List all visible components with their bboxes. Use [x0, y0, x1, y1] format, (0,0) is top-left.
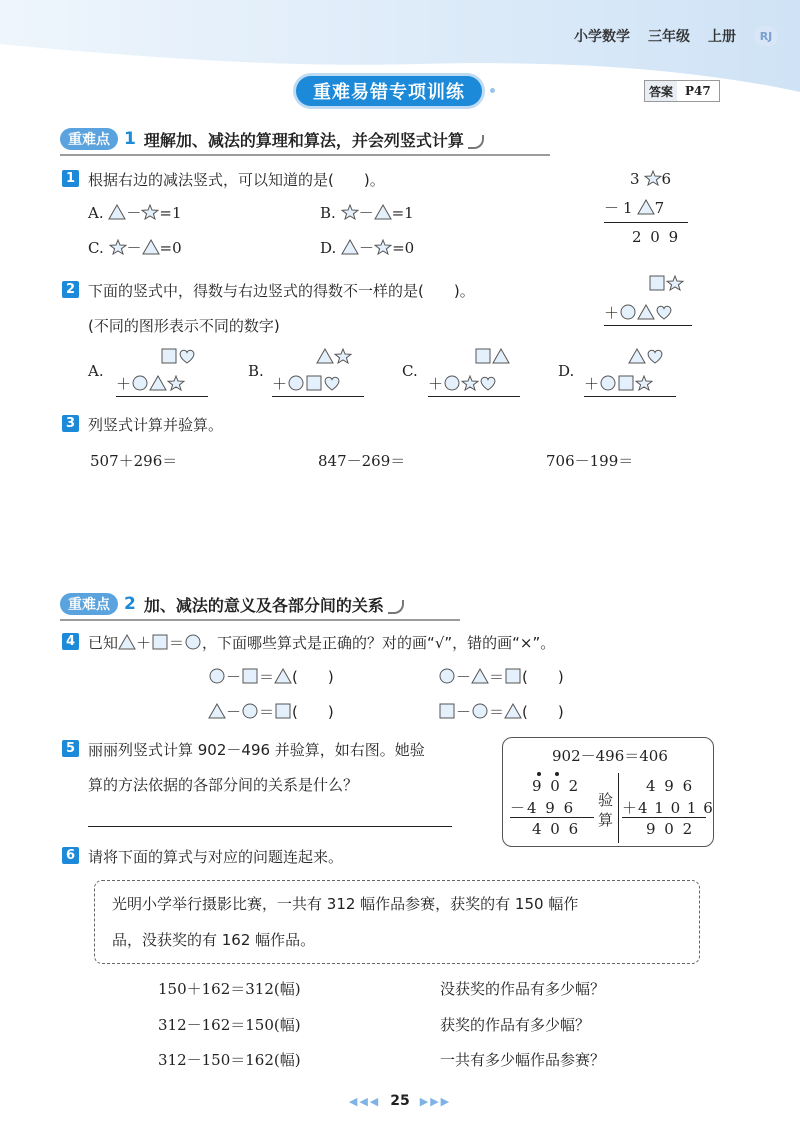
q5-add-mid: ＋4 1 0 1 6 — [622, 799, 714, 817]
q2-option-c-label[interactable]: C. — [402, 362, 418, 380]
q5-sub-result: 4 0 6 — [532, 820, 581, 838]
key-point-pill: 重难点 — [60, 128, 118, 150]
heart-icon — [178, 348, 196, 364]
q1-option-c[interactable]: C. － =0 — [88, 239, 182, 257]
star-icon — [374, 239, 392, 255]
question-number-5: 5 — [62, 740, 79, 757]
star-icon — [341, 204, 359, 220]
triangle-icon — [108, 204, 126, 220]
answer-reference — [644, 80, 720, 102]
q1-option-a[interactable]: A. － =1 — [88, 204, 182, 222]
triangle-icon — [316, 348, 334, 364]
right-arrows-icon: ▶▶▶ — [419, 1094, 452, 1108]
heart-icon — [479, 375, 497, 391]
vertical-rule — [584, 396, 676, 397]
square-icon — [160, 348, 178, 364]
question-number-2: 2 — [62, 281, 79, 298]
triangle-icon — [274, 668, 292, 684]
digit: 3 — [630, 170, 644, 188]
question-number-3: 3 — [62, 415, 79, 432]
plus-sign: ＋ — [116, 375, 132, 393]
circle-icon — [619, 304, 637, 320]
option-label: A. — [88, 204, 104, 222]
q2-option-d-top — [628, 347, 664, 366]
q1-vertical-mid — [604, 197, 668, 218]
grade-label: 三年级 — [648, 29, 690, 45]
q4-item-4[interactable]: － ＝ ( ) — [438, 701, 564, 722]
square-icon — [151, 634, 169, 650]
key-point-title: 加、减法的意义及各部分间的关系 — [143, 595, 384, 615]
answer-paren: ( ) — [522, 703, 564, 721]
q2-option-c-bottom — [428, 373, 497, 394]
triangle-icon — [637, 199, 655, 215]
option-label: D. — [320, 239, 337, 257]
q5-line-2: 算的方法依据的各部分间的关系是什么？ — [88, 776, 359, 794]
q4-item-1[interactable]: － ＝ ( ) — [208, 666, 334, 687]
star-icon — [644, 170, 662, 186]
question-number-4: 4 — [62, 633, 79, 650]
q5-sub-top: 9 0 2 — [532, 777, 581, 795]
q3-expr-1: 507＋296＝ — [90, 452, 178, 470]
subject-label: 小学数学 — [574, 29, 630, 45]
triangle-icon — [118, 634, 136, 650]
triangle-icon — [504, 703, 522, 719]
star-icon — [666, 275, 684, 291]
q1-vertical-result: 2 0 9 — [632, 228, 681, 246]
q6-story-line-2: 品，没获奖的有 162 幅作品。 — [112, 931, 316, 949]
key-point-underline — [60, 619, 460, 621]
borrow-dot — [555, 772, 559, 776]
q2-option-d-label[interactable]: D. — [558, 362, 575, 380]
q4-stem: 已知 ＋ ＝ ，下面哪些算式是正确的？对的画“√”，错的画“×”。 — [88, 634, 556, 652]
triangle-icon — [628, 348, 646, 364]
circle-icon — [599, 375, 617, 391]
circle-icon — [438, 668, 456, 684]
page-title: 重难易错专项训练 — [296, 76, 482, 106]
q6-story-line-1: 光明小学举行摄影比赛，一共有 312 幅作品参赛，获奖的有 150 幅作 — [112, 895, 579, 913]
triangle-icon — [149, 375, 167, 391]
square-icon — [648, 275, 666, 291]
q5-verify-char-2: 算 — [598, 811, 614, 829]
q2-stem: 下面的竖式中，得数与右边竖式的得数不一样的是( )。 — [88, 282, 475, 300]
circle-icon — [287, 375, 305, 391]
key-point-number: 2 — [124, 594, 136, 614]
vertical-rule — [604, 222, 688, 223]
plus-sign: ＋ — [604, 304, 620, 322]
square-icon — [438, 703, 456, 719]
q6-equation-2[interactable]: 312－162＝150(幅) — [158, 1016, 301, 1034]
heart-icon — [646, 348, 664, 364]
star-icon — [167, 375, 185, 391]
square-icon — [474, 348, 492, 364]
q2-option-b-label[interactable]: B. — [248, 362, 264, 380]
plus-sign: ＋ — [272, 375, 288, 393]
vertical-rule — [510, 817, 594, 818]
option-expr: =0 — [159, 239, 182, 257]
star-icon — [635, 375, 653, 391]
stem-prefix: 已知 — [88, 634, 119, 652]
page-footer — [0, 1093, 800, 1109]
answer-page: P47 — [685, 84, 711, 98]
vertical-rule — [428, 396, 520, 397]
edition-badge: RJ — [754, 26, 778, 46]
q3-stem: 列竖式计算并验算。 — [88, 416, 224, 434]
stem-suffix: ，下面哪些算式是正确的？对的画“√”，错的画“×”。 — [202, 634, 556, 652]
title-dot — [490, 88, 495, 93]
key-point-title: 理解加、减法的算理和算法，并会列竖式计算 — [143, 130, 464, 150]
square-icon — [274, 703, 292, 719]
minus-sign: － — [604, 199, 624, 217]
circle-icon — [208, 668, 226, 684]
triangle-icon — [208, 703, 226, 719]
digit: 7 — [654, 199, 669, 217]
q5-verify-char-1: 验 — [598, 791, 614, 809]
plus-sign: ＋ — [584, 375, 600, 393]
square-icon — [617, 375, 635, 391]
square-icon — [305, 375, 323, 391]
key-point-2 — [60, 591, 404, 617]
triangle-icon — [637, 304, 655, 320]
key-point-underline — [60, 154, 550, 156]
q5-add-top: 4 9 6 — [646, 777, 695, 795]
q3-expr-2: 847－269＝ — [318, 452, 406, 470]
answer-paren: ( ) — [522, 668, 564, 686]
q4-item-3[interactable]: － ＝ ( ) — [208, 701, 334, 722]
q2-option-a-bottom — [116, 373, 185, 394]
square-icon — [504, 668, 522, 684]
q5-sub-mid: －4 9 6 — [510, 799, 576, 817]
q1-stem: 根据右边的减法竖式，可以知道的是( )。 — [88, 171, 385, 189]
vertical-rule — [604, 325, 692, 326]
option-label: C. — [88, 239, 104, 257]
q5-box-equation: 902－496＝406 — [552, 747, 668, 765]
q6-stem: 请将下面的算式与对应的问题连起来。 — [88, 848, 344, 866]
q1-vertical-top — [630, 170, 675, 188]
answer-blank-line[interactable] — [88, 826, 452, 827]
option-expr: =0 — [392, 239, 415, 257]
q2-option-d-bottom — [584, 373, 653, 394]
circle-icon — [241, 703, 259, 719]
page-header — [574, 26, 778, 46]
q2-option-b-top — [316, 347, 352, 366]
triangle-icon — [374, 204, 392, 220]
verify-divider — [618, 773, 619, 843]
key-point-pill: 重难点 — [60, 593, 118, 615]
volume-label: 上册 — [708, 29, 736, 45]
option-expr: =1 — [391, 204, 414, 222]
triangle-icon — [471, 668, 489, 684]
q6-equation-1[interactable]: 150＋162＝312(幅) — [158, 980, 301, 998]
star-icon — [109, 239, 127, 255]
q2-ref-mid — [604, 302, 673, 323]
q6-question-1[interactable]: 没获奖的作品有多少幅？ — [440, 980, 606, 998]
option-expr: =1 — [159, 204, 182, 222]
key-point-number: 1 — [124, 129, 136, 149]
star-icon — [141, 204, 159, 220]
key-point-1 — [60, 126, 484, 152]
circle-icon — [471, 703, 489, 719]
vertical-rule — [272, 396, 364, 397]
answer-label: 答案 — [645, 81, 677, 101]
triangle-icon — [341, 239, 359, 255]
q1-option-d[interactable]: D. － =0 — [320, 239, 415, 257]
q6-equation-3[interactable]: 312－150＝162(幅) — [158, 1051, 301, 1069]
q5-line-1: 丽丽列竖式计算 902－496 并验算，如右图。她验 — [88, 741, 425, 759]
q6-question-2[interactable]: 获奖的作品有多少幅？ — [440, 1016, 591, 1034]
curl-icon — [388, 600, 404, 614]
digit: 1 — [623, 199, 637, 217]
star-icon — [461, 375, 479, 391]
vertical-rule — [622, 817, 706, 818]
curl-icon — [468, 135, 484, 149]
digit: 6 — [661, 170, 676, 188]
answer-paren: ( ) — [292, 668, 334, 686]
q6-question-3[interactable]: 一共有多少幅作品参赛？ — [440, 1051, 606, 1069]
borrow-dot — [537, 772, 541, 776]
question-number-1: 1 — [62, 170, 79, 187]
vertical-rule — [116, 396, 208, 397]
triangle-icon — [142, 239, 160, 255]
q2-note: (不同的图形表示不同的数字) — [88, 317, 280, 335]
q2-option-a-label[interactable]: A. — [88, 362, 104, 380]
question-number-6: 6 — [62, 847, 79, 864]
circle-icon — [443, 375, 461, 391]
q1-option-b[interactable]: B. － =1 — [320, 204, 414, 222]
circle-icon — [131, 375, 149, 391]
q2-option-c-top — [474, 347, 510, 366]
q2-option-b-bottom — [272, 373, 341, 394]
answer-paren: ( ) — [292, 703, 334, 721]
q4-item-2[interactable]: － ＝ ( ) — [438, 666, 564, 687]
q5-add-result: 9 0 2 — [646, 820, 695, 838]
q3-expr-3: 706－199＝ — [546, 452, 634, 470]
left-arrows-icon: ◀◀◀ — [348, 1094, 381, 1108]
circle-icon — [184, 634, 202, 650]
heart-icon — [655, 304, 673, 320]
triangle-icon — [492, 348, 510, 364]
page-number: 25 — [390, 1093, 410, 1109]
plus-sign: ＋ — [428, 375, 444, 393]
q2-ref-top — [648, 274, 684, 293]
square-icon — [241, 668, 259, 684]
star-icon — [334, 348, 352, 364]
q2-option-a-top — [160, 347, 196, 366]
option-label: B. — [320, 204, 336, 222]
heart-icon — [323, 375, 341, 391]
